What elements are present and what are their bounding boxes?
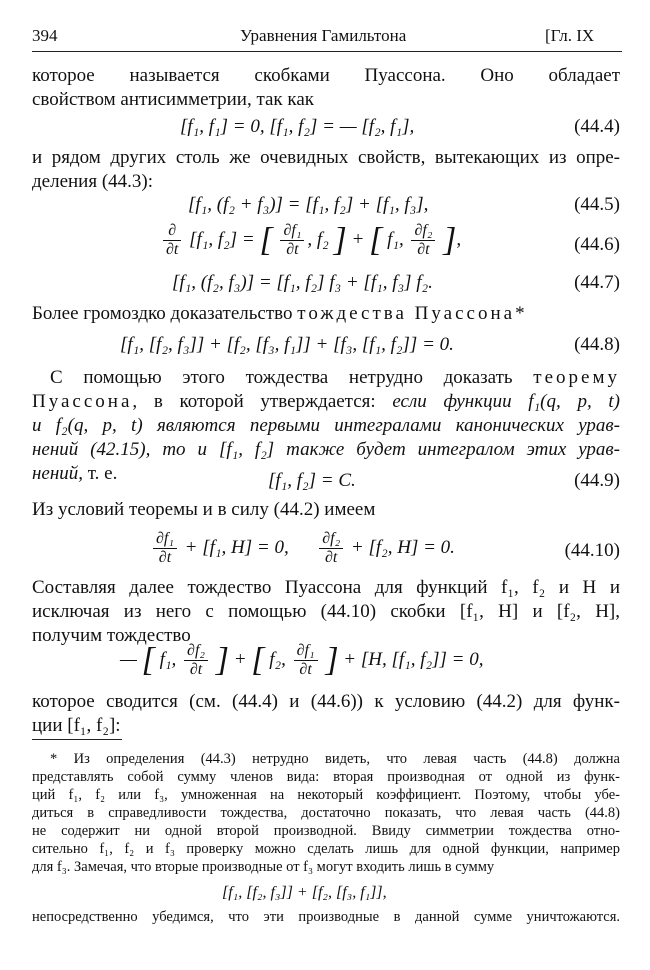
equation-number: (44.10): [564, 540, 620, 561]
equation-44-10: $\frac{\text{∂f₁}}{\partial t}$ + [f₁, H] = 0, $\frac{\text{∂f₂}}{\partial t}$ + [f₂, H] = 0.: [150, 530, 455, 567]
paragraph-6: Составляя далее тождество Пуассона для функций f₁, f₂ и H и исключая из него с помощью (44.10) скобки [f₁, H] и [f₂, H], получим тождество: [32, 577, 620, 646]
equation-number: (44.6): [574, 234, 620, 255]
header-rule: [32, 51, 622, 52]
equation-44-8: [f₁, [f₂, f₃]] + [f₂, [f₃, f₁]] + [f₃, [f₁, f₂]] = 0.: [120, 334, 454, 355]
paragraph-1: [32, 64, 620, 112]
footnote-formula: [f₁, [f₂, f₃]] + [f₂, [f₃, f₁]],: [222, 884, 387, 901]
equation-number: (44.5): [574, 194, 620, 215]
equation-44-4: [f₁, f₁] = 0, [f₁, f₂] = — [f₂, f₁],: [180, 116, 415, 137]
footnote: * Из определения (44.3) нетрудно видеть, что левая часть (44.8) должна представлять собой сумму членов вида: вторая производная от одной из функ- ций f₁, f₂ или f₃, умноженная на некоторый коэффициент. Поэтому, чтобы убе- диться в справедливости тождества, достаточно показать, что левая часть (44.8) не содержит ни одной второй производной. Ввиду симметрии тождества отно- сительно f₁, f₂ и f₃ проверку можно сделать лишь для одной функции, например для f₃. Замечая, что вторые производные от f₃ могут входить лишь в сумму: [32, 751, 620, 875]
equation-number: (44.4): [574, 116, 620, 137]
text-line: которое называется скобками Пуассона. Оно обладает: [32, 65, 620, 86]
paragraph-2: [32, 146, 620, 194]
paragraph-3: Более громоздко доказательство тождества Пуассона*: [32, 303, 525, 324]
running-title: Уравнения Гамильтона: [240, 26, 407, 45]
paragraph-4: С помощью этого тождества нетрудно доказать теорему Пуассона, в которой утверждается: если функции f₁(q, p, t) и f₂(q, p, t) являются первыми интегралами канонических урав- нений (42.15), то и [f₁, f₂] также будет интегралом этих урав- нений, т. е.: [32, 367, 620, 484]
page-number: 394: [32, 26, 58, 45]
equation-44-6: $\frac{\partial}{\partial t}$ [f₁, f₂] = [ $\frac{\text{∂f₁}}{\partial t}$ , f₂ ] + [ f₁, $\frac{\text{∂f₂}}{\partial t}$ ],: [160, 222, 461, 259]
equation-identity: — [ f₁, $\frac{\text{∂f₂}}{\partial t}$ ] + [ f₂, $\frac{\text{∂f₁}}{\partial t}$ ] + [H, [f₁, f₂]] = 0,: [120, 641, 484, 679]
equation-44-9: [f₁, f₂] = C.: [268, 470, 356, 491]
paragraph-7: которое сводится (см. (44.4) и (44.6)) к условию (44.2) для функ- ции [f₁, f₂]:: [32, 691, 620, 736]
footnote-end: непосредственно убедимся, что эти производные в данной сумме уничтожаются.: [32, 909, 620, 925]
paragraph-5: Из условий теоремы и в силу (44.2) имеем: [32, 499, 376, 520]
chapter-label: [Гл. IX: [545, 26, 595, 45]
footnote-rule: [32, 739, 122, 740]
equation-number: (44.9): [574, 470, 620, 491]
equation-number: (44.8): [574, 334, 620, 355]
text-line: и рядом других столь же очевидных свойств, вытекающих из опре-: [32, 147, 620, 168]
equation-number: (44.7): [574, 272, 620, 293]
equation-44-7: [f₁, (f₂, f₃)] = [f₁, f₂] f₃ + [f₁, f₃] f₂.: [172, 272, 433, 293]
text-line: свойством антисимметрии, так как: [32, 89, 315, 110]
text-line: деления (44.3):: [32, 171, 154, 192]
equation-44-5: [f₁, (f₂ + f₃)] = [f₁, f₂] + [f₁, f₃],: [188, 194, 429, 215]
